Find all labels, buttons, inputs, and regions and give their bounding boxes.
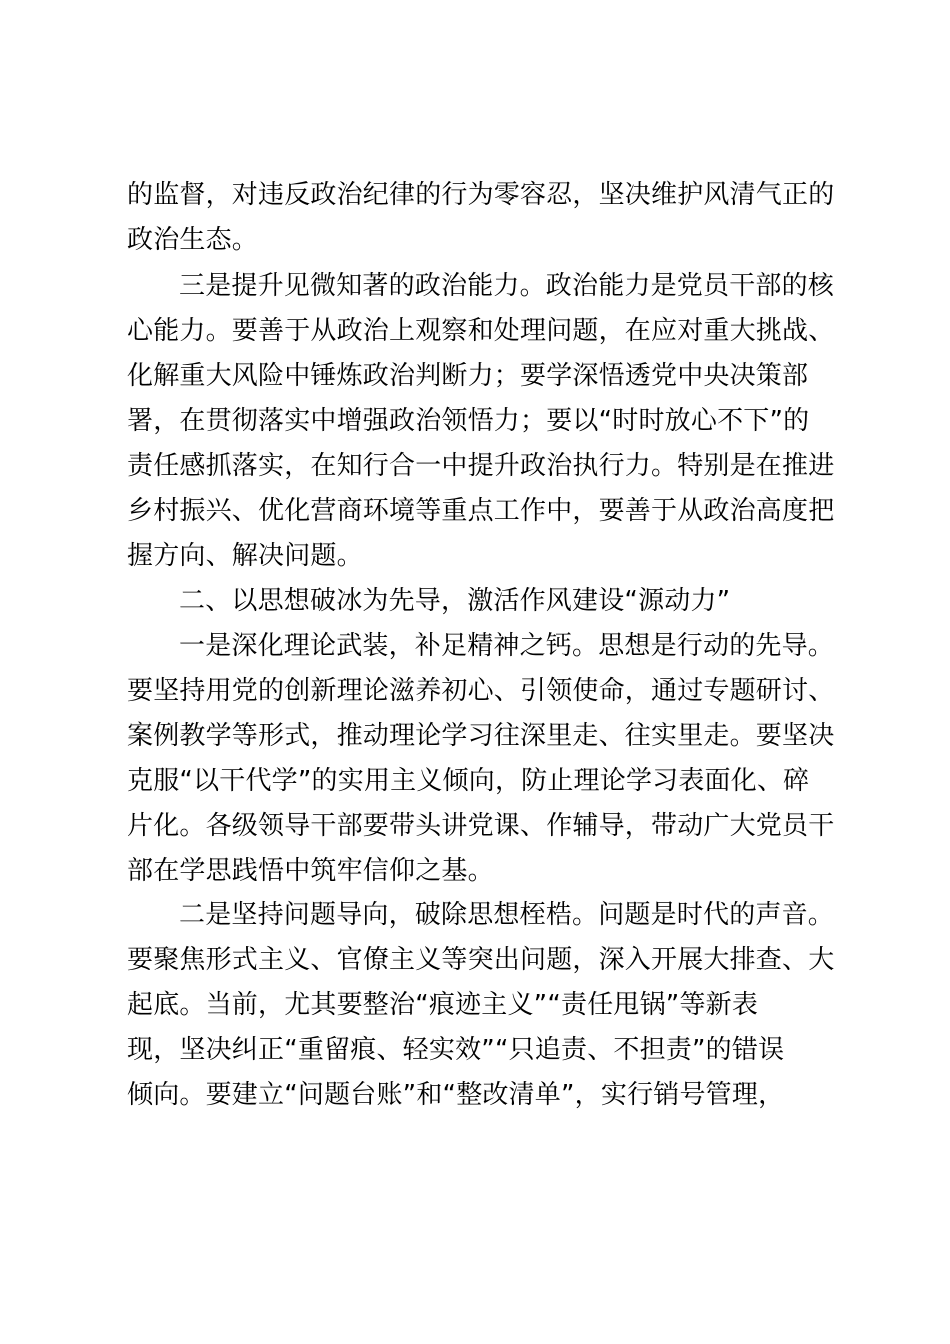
text-line: 案例教学等形式，推动理论学习往深里走、往实里走。要坚决 [127, 721, 835, 751]
text-line: 要坚持用党的创新理论滋养初心、引领使命，通过专题研讨、 [127, 676, 835, 706]
text-line: 握方向、解决问题。 [127, 541, 363, 571]
text-line: 政治生态。 [127, 225, 259, 255]
text-line: 部在学思践悟中筑牢信仰之基。 [127, 856, 494, 886]
paragraph-start: 一是深化理论武装，补足精神之钙。思想是行动的先导。 [179, 631, 835, 661]
text-line: 要聚焦形式主义、官僚主义等突出问题，深入开展大排查、大 [127, 945, 835, 975]
text-line: 化解重大风险中锤炼政治判断力；要学深悟透党中央决策部 [127, 361, 809, 391]
text-line: 起底。当前，尤其要整治“痕迹主义”“责任甩锅”等新表 [127, 990, 759, 1020]
paragraph-start: 二是坚持问题导向，破除思想桎梏。问题是时代的声音。 [179, 900, 835, 930]
text-line: 乡村振兴、优化营商环境等重点工作中，要善于从政治高度把 [127, 496, 835, 526]
text-line: 责任感抓落实，在知行合一中提升政治执行力。特别是在推进 [127, 451, 835, 481]
text-line: 片化。各级领导干部要带头讲党课、作辅导，带动广大党员干 [127, 811, 835, 841]
text-line: 克服“以干代学”的实用主义倾向，防止理论学习表面化、碎 [127, 766, 810, 796]
text-line: 心能力。要善于从政治上观察和处理问题，在应对重大挑战、 [127, 316, 835, 346]
text-line: 倾向。要建立“问题台账”和“整改清单”，实行销号管理， [127, 1080, 785, 1110]
paragraph-start: 三是提升见微知著的政治能力。政治能力是党员干部的核 [179, 271, 835, 301]
text-line: 现，坚决纠正“重留痕、轻实效”“只追责、不担责”的错误 [127, 1035, 785, 1065]
text-line: 的监督，对违反政治纪律的行为零容忍，坚决维护风清气正的 [127, 180, 835, 210]
text-line: 署，在贯彻落实中增强政治领悟力；要以“时时放心不下”的 [127, 406, 810, 436]
section-heading: 二、以思想破冰为先导，激活作风建设“源动力” [179, 586, 731, 616]
